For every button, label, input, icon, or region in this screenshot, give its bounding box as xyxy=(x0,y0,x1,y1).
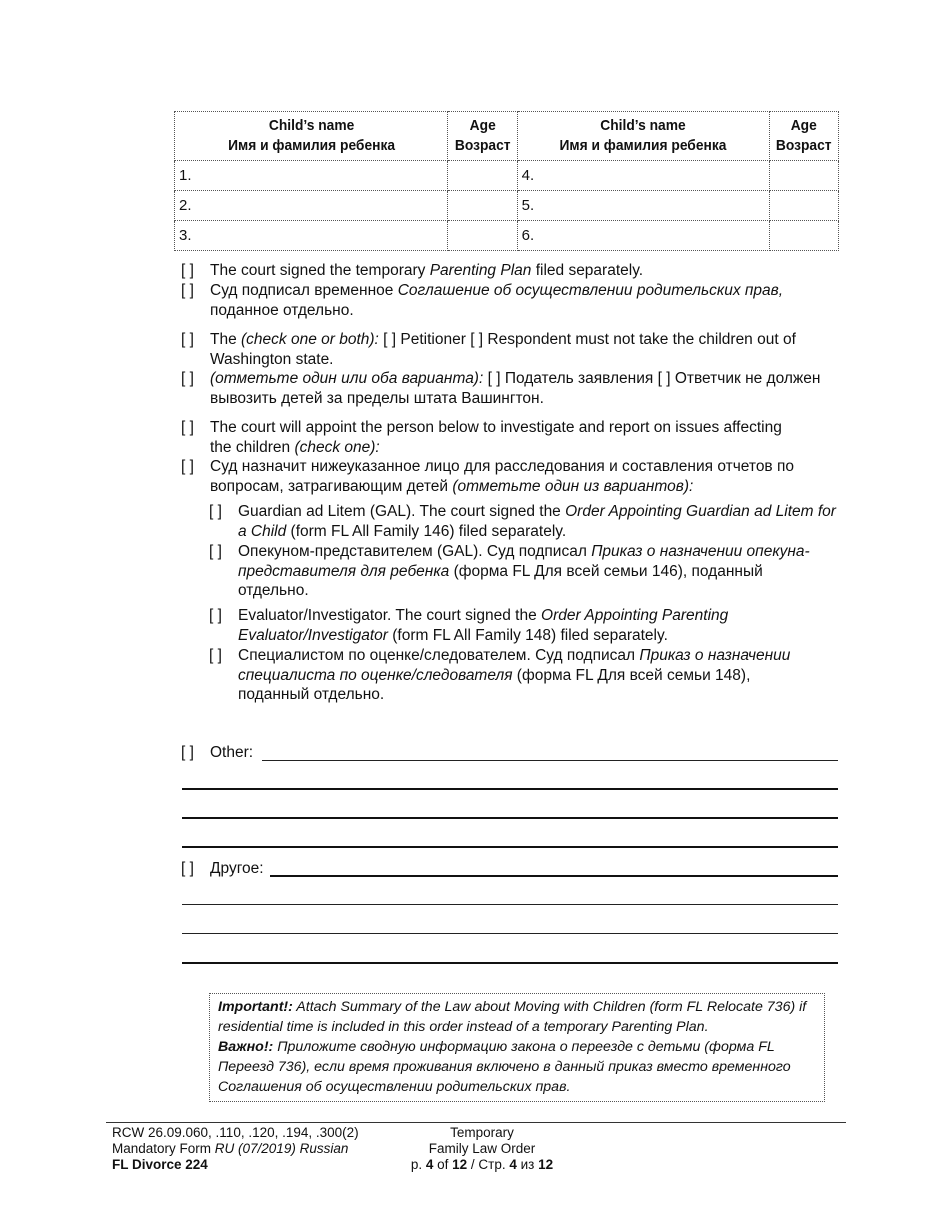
child-age-cell[interactable] xyxy=(769,221,838,251)
note-bold-ru: Важно!: xyxy=(218,1039,274,1055)
footer-title-line2: Family Law Order xyxy=(428,1141,536,1156)
child-name-cell[interactable]: 1. xyxy=(175,161,448,191)
child-name-cell[interactable]: 5. xyxy=(517,191,769,221)
other-line[interactable] xyxy=(262,760,838,761)
footer-rcw: RCW 26.09.060, .110, .120, .194, .300(2) xyxy=(112,1125,359,1140)
table-row xyxy=(175,191,839,221)
child-age-cell[interactable] xyxy=(448,191,517,221)
footer-title-line1: Temporary xyxy=(450,1125,514,1140)
header-age: Age Возраст xyxy=(450,112,514,161)
footer-mandatory: Mandatory Form RU (07/2019) Russian xyxy=(112,1141,349,1156)
footer-divider xyxy=(106,1122,846,1123)
note-text-ru: Приложите сводную информацию закона о переезде с детьми (форма FL Переезд 736), если время проживания включено в данный приказ вместо временного Соглашения об осуществлении родительских прав. xyxy=(218,1039,791,1095)
note-bold-en: Important!: xyxy=(218,999,293,1015)
other-line[interactable] xyxy=(182,962,838,964)
other-line[interactable] xyxy=(182,788,838,790)
checkbox[interactable]: [ ] xyxy=(181,370,194,387)
note-text-en: Attach Summary of the Law about Moving with Children (form FL Relocate 736) if residential time is included in this order instead of a temporary Parenting Plan. xyxy=(218,999,807,1035)
other-line[interactable] xyxy=(182,817,838,819)
checkbox[interactable]: [ ] xyxy=(209,647,222,664)
footer-left xyxy=(112,1125,402,1173)
header-age: Age Возраст xyxy=(772,112,836,161)
checkbox[interactable]: [ ] xyxy=(181,419,194,436)
checkbox[interactable]: [ ] xyxy=(181,744,194,761)
child-age-cell[interactable] xyxy=(448,221,517,251)
child-name-cell[interactable]: 4. xyxy=(517,161,769,191)
other-line[interactable] xyxy=(182,904,838,905)
child-name-cell[interactable]: 2. xyxy=(175,191,448,221)
table-row xyxy=(175,221,839,251)
header-child-name: Child’s name Имя и фамилия ребенка xyxy=(527,112,759,161)
checkbox[interactable]: [ ] xyxy=(181,860,194,877)
table-header-row xyxy=(175,112,839,161)
header-child-name: Child’s name Имя и фамилия ребенка xyxy=(185,112,436,161)
checkbox[interactable]: [ ] xyxy=(181,282,194,299)
child-name-cell[interactable]: 6. xyxy=(517,221,769,251)
checkbox[interactable]: [ ] xyxy=(209,607,222,624)
other-line[interactable] xyxy=(182,846,838,848)
checkbox[interactable]: [ ] xyxy=(209,503,222,520)
child-name-cell[interactable]: 3. xyxy=(175,221,448,251)
child-age-cell[interactable] xyxy=(448,161,517,191)
child-age-cell[interactable] xyxy=(769,161,838,191)
footer-page-number: p. 4 of 12 / Стр. 4 из 12 xyxy=(410,1157,554,1172)
other-line[interactable] xyxy=(182,933,838,934)
footer-center xyxy=(382,1125,582,1173)
other-label: Другое: xyxy=(210,860,264,877)
footer-form-id: FL Divorce 224 xyxy=(112,1157,208,1172)
child-age-cell[interactable] xyxy=(769,191,838,221)
table-row xyxy=(175,161,839,191)
checkbox[interactable]: [ ] xyxy=(209,543,222,560)
checkbox[interactable]: [ ] xyxy=(181,331,194,348)
other-label: Other: xyxy=(210,744,254,761)
other-line[interactable] xyxy=(270,875,838,877)
children-table xyxy=(174,111,839,251)
checkbox[interactable]: [ ] xyxy=(181,262,194,279)
checkbox[interactable]: [ ] xyxy=(181,458,194,475)
important-note xyxy=(209,993,825,1102)
